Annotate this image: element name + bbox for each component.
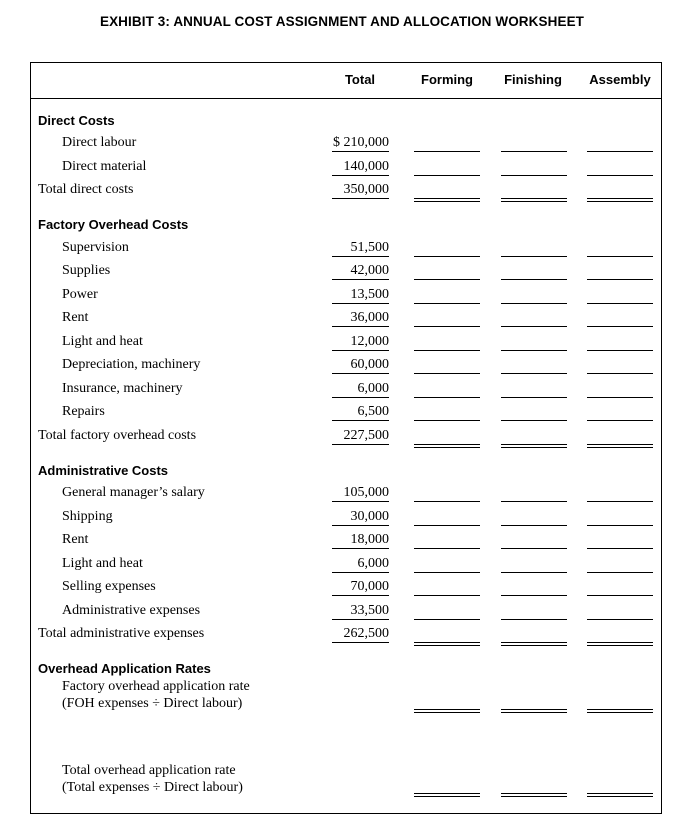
row-label: Insurance, machinery xyxy=(62,381,183,396)
row-label: Selling expenses xyxy=(62,579,156,594)
section-heading-overhead-rates: Overhead Application Rates xyxy=(38,661,211,676)
blank-line-finishing xyxy=(501,619,567,620)
row-label: General manager’s salary xyxy=(62,485,205,500)
blank-line-forming xyxy=(414,444,480,448)
blank-line-assembly xyxy=(587,572,653,573)
blank-line-assembly xyxy=(587,709,653,713)
blank-line-forming xyxy=(414,326,480,327)
row-label: Direct material xyxy=(62,159,147,174)
blank-line-finishing xyxy=(501,175,567,176)
blank-line-forming xyxy=(414,303,480,304)
row-total-value: 60,000 xyxy=(332,357,389,374)
row-total-value: 36,000 xyxy=(332,310,389,327)
blank-line-finishing xyxy=(501,397,567,398)
row-label: Depreciation, machinery xyxy=(62,357,201,372)
row-total-value: 30,000 xyxy=(332,509,389,526)
subtotal-value: 262,500 xyxy=(332,626,389,643)
blank-line-finishing xyxy=(501,642,567,646)
worksheet-title: EXHIBIT 3: ANNUAL COST ASSIGNMENT AND ALLOCATION WORKSHEET xyxy=(99,14,585,29)
blank-line-finishing xyxy=(501,350,567,351)
blank-line-assembly xyxy=(587,350,653,351)
foh-rate-line1: Factory overhead application rate xyxy=(62,679,250,694)
row-total-value: 33,500 xyxy=(332,603,389,620)
total-rate-line2: (Total expenses ÷ Direct labour) xyxy=(62,780,243,795)
blank-line-assembly xyxy=(587,279,653,280)
subtotal-value: 227,500 xyxy=(332,428,389,445)
subtotal-label: Total administrative expenses xyxy=(38,626,205,641)
blank-line-assembly xyxy=(587,420,653,421)
blank-line-assembly xyxy=(587,619,653,620)
row-label: Direct labour xyxy=(62,135,137,150)
row-label: Shipping xyxy=(62,509,113,524)
blank-line-assembly xyxy=(587,501,653,502)
row-label: Supplies xyxy=(62,263,111,278)
blank-line-forming xyxy=(414,373,480,374)
row-total-value: 18,000 xyxy=(332,532,389,549)
row-label: Power xyxy=(62,287,98,302)
blank-line-finishing xyxy=(501,548,567,549)
blank-line-finishing xyxy=(501,256,567,257)
blank-line-finishing xyxy=(501,709,567,713)
blank-line-finishing xyxy=(501,151,567,152)
blank-line-finishing xyxy=(501,501,567,502)
blank-line-forming xyxy=(414,397,480,398)
column-header-forming: Forming xyxy=(421,72,473,87)
blank-line-forming xyxy=(414,548,480,549)
blank-line-assembly xyxy=(587,175,653,176)
row-total-value: 6,500 xyxy=(332,404,389,421)
blank-line-forming xyxy=(414,256,480,257)
blank-line-forming xyxy=(414,709,480,713)
blank-line-assembly xyxy=(587,397,653,398)
row-label: Administrative expenses xyxy=(62,603,201,618)
blank-line-assembly xyxy=(587,444,653,448)
row-label: Rent xyxy=(62,310,89,325)
row-label: Light and heat xyxy=(62,556,143,571)
subtotal-label: Total direct costs xyxy=(38,182,134,197)
blank-line-forming xyxy=(414,151,480,152)
blank-line-finishing xyxy=(501,444,567,448)
blank-line-finishing xyxy=(501,793,567,797)
blank-line-assembly xyxy=(587,151,653,152)
header-divider xyxy=(31,98,661,99)
blank-line-finishing xyxy=(501,326,567,327)
column-header-assembly: Assembly xyxy=(589,72,651,87)
blank-line-assembly xyxy=(587,595,653,596)
blank-line-forming xyxy=(414,525,480,526)
blank-line-finishing xyxy=(501,525,567,526)
foh-rate-label xyxy=(62,678,250,712)
blank-line-forming xyxy=(414,279,480,280)
section-heading-direct-costs: Direct Costs xyxy=(38,113,115,128)
blank-line-assembly xyxy=(587,525,653,526)
row-total-value: 12,000 xyxy=(332,334,389,351)
blank-line-assembly xyxy=(587,198,653,202)
blank-line-forming xyxy=(414,619,480,620)
row-total-value: 70,000 xyxy=(332,579,389,596)
blank-line-finishing xyxy=(501,595,567,596)
blank-line-forming xyxy=(414,175,480,176)
foh-rate-line2: (FOH expenses ÷ Direct labour) xyxy=(62,696,243,711)
row-total-value: 42,000 xyxy=(332,263,389,280)
total-rate-line1: Total overhead application rate xyxy=(62,763,236,778)
blank-line-finishing xyxy=(501,303,567,304)
column-header-total: Total xyxy=(344,72,376,87)
row-label: Supervision xyxy=(62,240,129,255)
row-label: Rent xyxy=(62,532,89,547)
row-total-value: 6,000 xyxy=(332,381,389,398)
row-total-value: 6,000 xyxy=(332,556,389,573)
blank-line-forming xyxy=(414,572,480,573)
row-total-value: 13,500 xyxy=(332,287,389,304)
blank-line-assembly xyxy=(587,256,653,257)
blank-line-finishing xyxy=(501,279,567,280)
blank-line-forming xyxy=(414,595,480,596)
row-total-value: 140,000 xyxy=(332,159,389,176)
row-total-value: 105,000 xyxy=(332,485,389,502)
row-label: Light and heat xyxy=(62,334,143,349)
row-total-value: $ 210,000 xyxy=(333,135,389,150)
blank-line-finishing xyxy=(501,420,567,421)
blank-line-finishing xyxy=(501,198,567,202)
blank-line-finishing xyxy=(501,373,567,374)
subtotal-value: 350,000 xyxy=(332,182,389,199)
blank-line-assembly xyxy=(587,303,653,304)
blank-line-assembly xyxy=(587,548,653,549)
section-heading-administrative: Administrative Costs xyxy=(38,463,169,478)
blank-line-forming xyxy=(414,642,480,646)
row-total-value: 51,500 xyxy=(332,240,389,257)
row-label: Repairs xyxy=(62,404,105,419)
column-header-finishing: Finishing xyxy=(504,72,562,87)
blank-line-forming xyxy=(414,350,480,351)
section-heading-factory-overhead: Factory Overhead Costs xyxy=(38,217,189,232)
blank-line-finishing xyxy=(501,572,567,573)
blank-line-forming xyxy=(414,793,480,797)
blank-line-forming xyxy=(414,198,480,202)
total-rate-label xyxy=(62,762,243,796)
subtotal-label: Total factory overhead costs xyxy=(38,428,197,443)
blank-line-assembly xyxy=(587,642,653,646)
blank-line-assembly xyxy=(587,373,653,374)
blank-line-forming xyxy=(414,420,480,421)
blank-line-assembly xyxy=(587,793,653,797)
blank-line-assembly xyxy=(587,326,653,327)
blank-line-forming xyxy=(414,501,480,502)
